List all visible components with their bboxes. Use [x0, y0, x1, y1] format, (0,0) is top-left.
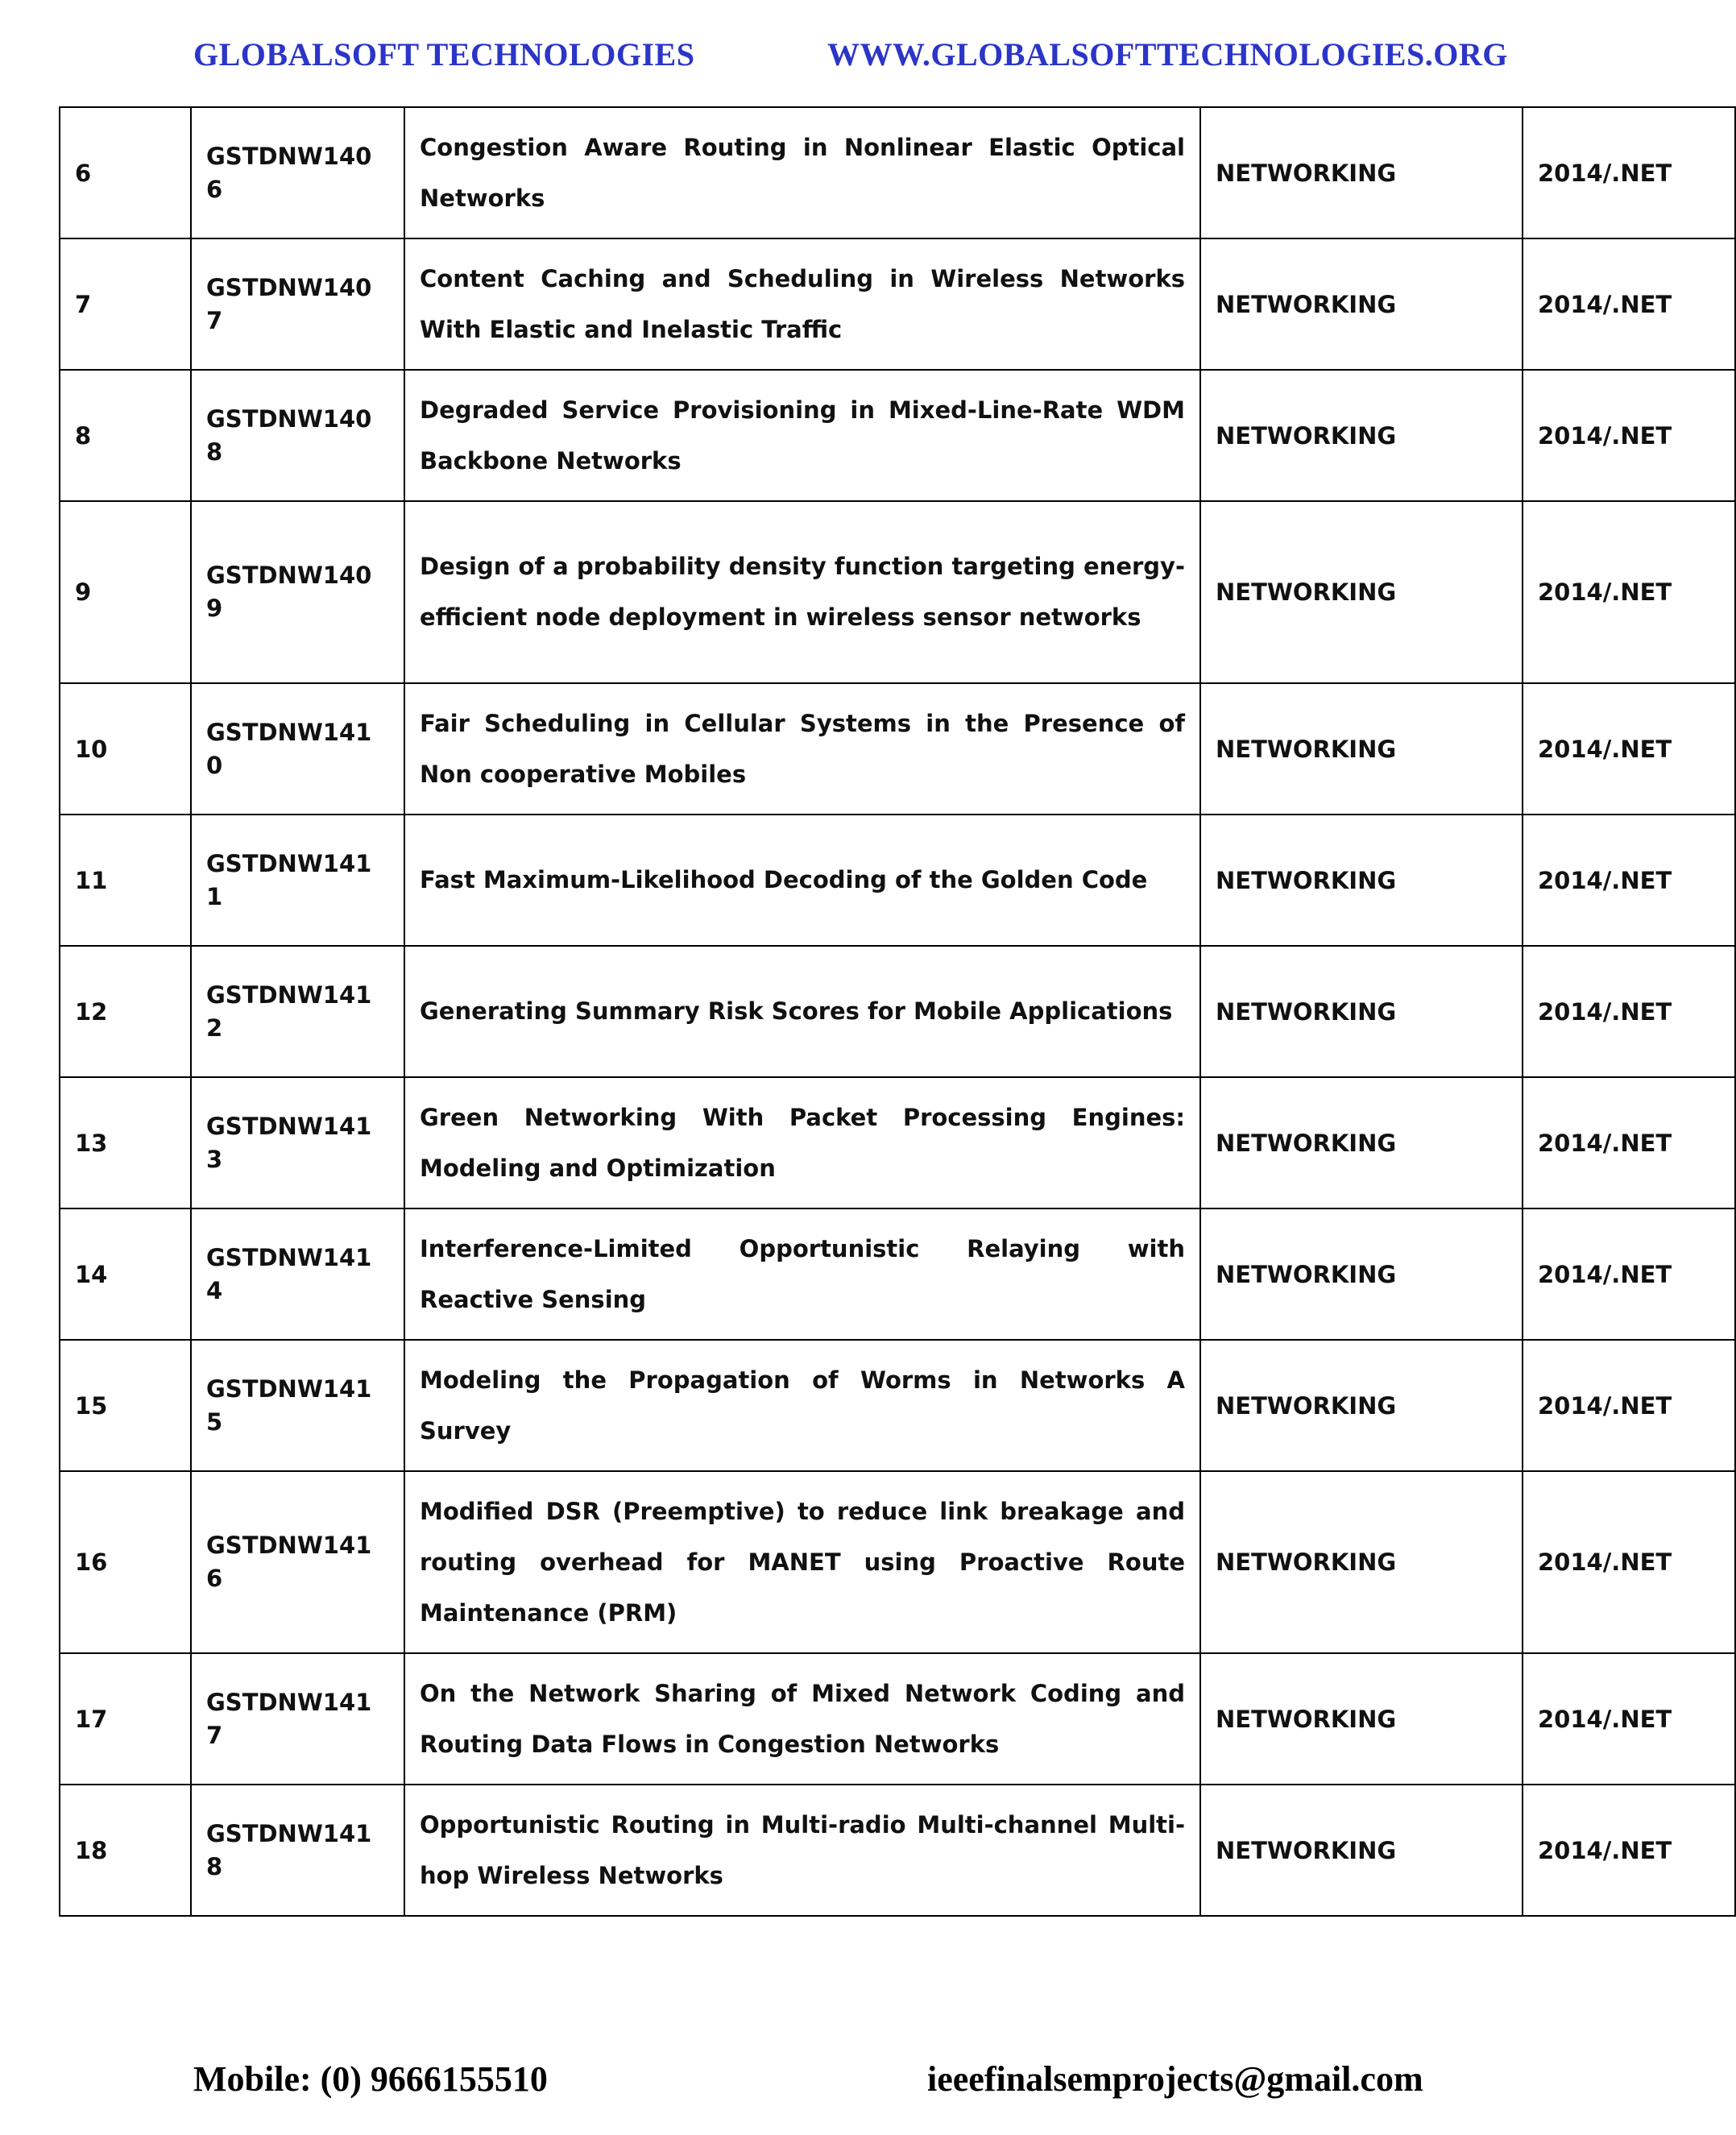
project-year: 2014/.NET: [1523, 238, 1735, 370]
project-year: 2014/.NET: [1523, 1340, 1735, 1471]
table-row: [60, 238, 1735, 370]
row-number: 10: [60, 683, 191, 815]
project-year: 2014/.NET: [1523, 1208, 1735, 1340]
table-row: [60, 1208, 1735, 1340]
row-number: 15: [60, 1340, 191, 1471]
project-code: GSTDNW140 9: [191, 501, 404, 683]
company-name: GLOBALSOFT TECHNOLOGIES: [193, 36, 695, 73]
project-domain: NETWORKING: [1200, 501, 1523, 683]
project-code: GSTDNW141 8: [191, 1785, 404, 1916]
project-domain: NETWORKING: [1200, 815, 1523, 946]
mobile-number: Mobile: (0) 9666155510: [193, 2059, 548, 2099]
row-number: 9: [60, 501, 191, 683]
project-title: Modeling the Propagation of Worms in Networks A Survey: [404, 1340, 1200, 1471]
project-domain: NETWORKING: [1200, 1653, 1523, 1785]
project-title: Congestion Aware Routing in Nonlinear Elastic Optical Networks: [404, 107, 1200, 238]
table-row: [60, 1471, 1735, 1653]
table-row: [60, 815, 1735, 946]
project-year: 2014/.NET: [1523, 1653, 1735, 1785]
project-code: GSTDNW140 8: [191, 370, 404, 501]
row-number: 14: [60, 1208, 191, 1340]
table-row: [60, 370, 1735, 501]
row-number: 13: [60, 1077, 191, 1208]
table-row: [60, 501, 1735, 683]
row-number: 12: [60, 946, 191, 1077]
project-title: Content Caching and Scheduling in Wireless Networks With Elastic and Inelastic Traffic: [404, 238, 1200, 370]
project-code: GSTDNW141 4: [191, 1208, 404, 1340]
table-row: [60, 683, 1735, 815]
project-year: 2014/.NET: [1523, 370, 1735, 501]
project-code: GSTDNW140 7: [191, 238, 404, 370]
project-year: 2014/.NET: [1523, 1785, 1735, 1916]
project-code: GSTDNW141 2: [191, 946, 404, 1077]
project-title: Design of a probability density function targeting energy-efficient node deployment in wireless sensor networks: [404, 501, 1200, 683]
row-number: 16: [60, 1471, 191, 1653]
project-code: GSTDNW140 6: [191, 107, 404, 238]
project-domain: NETWORKING: [1200, 1785, 1523, 1916]
project-title: Generating Summary Risk Scores for Mobile Applications: [404, 946, 1200, 1077]
project-code: GSTDNW141 3: [191, 1077, 404, 1208]
project-domain: NETWORKING: [1200, 1340, 1523, 1471]
project-title: Opportunistic Routing in Multi-radio Multi-channel Multi-hop Wireless Networks: [404, 1785, 1200, 1916]
row-number: 11: [60, 815, 191, 946]
row-number: 17: [60, 1653, 191, 1785]
project-title: Interference-Limited Opportunistic Relaying with Reactive Sensing: [404, 1208, 1200, 1340]
project-year: 2014/.NET: [1523, 1077, 1735, 1208]
project-domain: NETWORKING: [1200, 370, 1523, 501]
project-domain: NETWORKING: [1200, 946, 1523, 1077]
table-row: [60, 1077, 1735, 1208]
project-domain: NETWORKING: [1200, 683, 1523, 815]
project-year: 2014/.NET: [1523, 815, 1735, 946]
project-code: GSTDNW141 1: [191, 815, 404, 946]
table-row: [60, 1785, 1735, 1916]
row-number: 18: [60, 1785, 191, 1916]
project-year: 2014/.NET: [1523, 107, 1735, 238]
project-title: Green Networking With Packet Processing Engines: Modeling and Optimization: [404, 1077, 1200, 1208]
project-title: Modified DSR (Preemptive) to reduce link breakage and routing overhead for MANET using Proactive Route Maintenance (PRM): [404, 1471, 1200, 1653]
project-title: Degraded Service Provisioning in Mixed-Line-Rate WDM Backbone Networks: [404, 370, 1200, 501]
table-row: [60, 1340, 1735, 1471]
project-year: 2014/.NET: [1523, 501, 1735, 683]
project-code: GSTDNW141 5: [191, 1340, 404, 1471]
project-year: 2014/.NET: [1523, 683, 1735, 815]
project-year: 2014/.NET: [1523, 946, 1735, 1077]
row-number: 8: [60, 370, 191, 501]
project-title: Fast Maximum-Likelihood Decoding of the Golden Code: [404, 815, 1200, 946]
table-row: [60, 107, 1735, 238]
project-domain: NETWORKING: [1200, 238, 1523, 370]
project-domain: NETWORKING: [1200, 1471, 1523, 1653]
row-number: 6: [60, 107, 191, 238]
page-header: [0, 35, 1650, 84]
row-number: 7: [60, 238, 191, 370]
project-year: 2014/.NET: [1523, 1471, 1735, 1653]
projects-table: [59, 106, 1736, 1917]
company-website: WWW.GLOBALSOFTTECHNOLOGIES.ORG: [827, 36, 1508, 73]
project-domain: NETWORKING: [1200, 107, 1523, 238]
project-domain: NETWORKING: [1200, 1208, 1523, 1340]
project-domain: NETWORKING: [1200, 1077, 1523, 1208]
page-footer: [0, 2058, 1650, 2107]
table-row: [60, 1653, 1735, 1785]
table-row: [60, 946, 1735, 1077]
project-code: GSTDNW141 7: [191, 1653, 404, 1785]
project-code: GSTDNW141 0: [191, 683, 404, 815]
contact-email: ieeefinalsemprojects@gmail.com: [927, 2059, 1423, 2099]
project-title: On the Network Sharing of Mixed Network Coding and Routing Data Flows in Congestion Networks: [404, 1653, 1200, 1785]
project-title: Fair Scheduling in Cellular Systems in the Presence of Non cooperative Mobiles: [404, 683, 1200, 815]
project-code: GSTDNW141 6: [191, 1471, 404, 1653]
